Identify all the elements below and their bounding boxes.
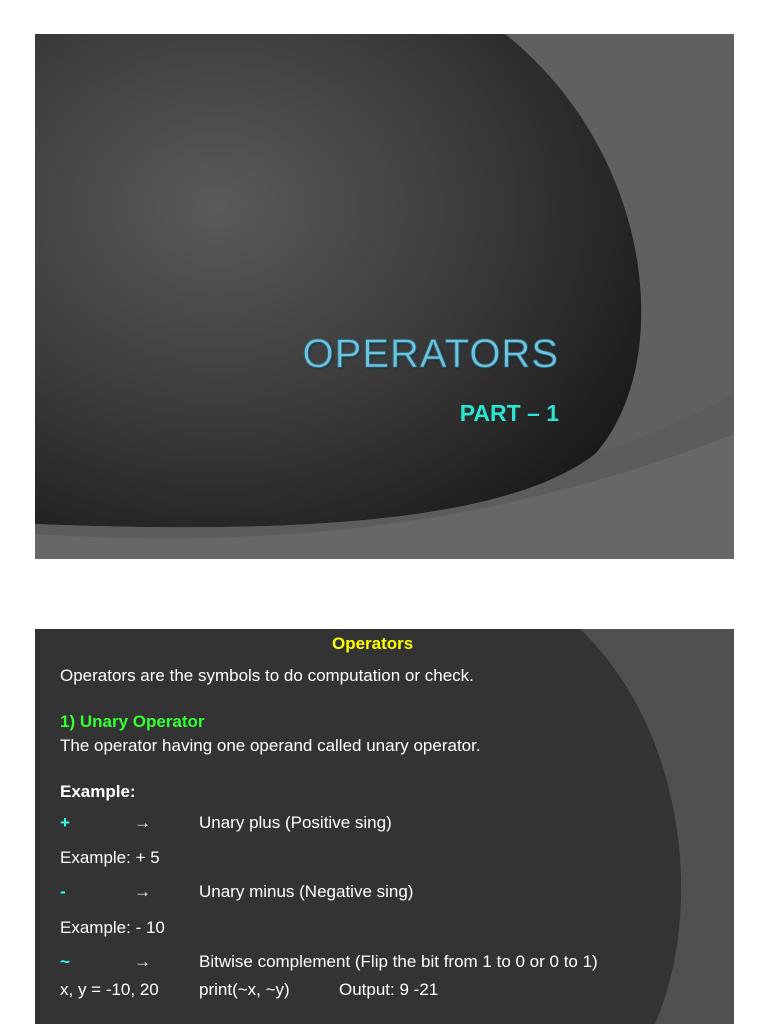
slide-heading: Operators: [332, 634, 414, 653]
section-title: 1) Unary Operator: [60, 712, 205, 731]
section-description: The operator having one operand called unary operator.: [60, 736, 481, 755]
operator-description: Unary plus (Positive sing): [199, 813, 392, 832]
operator-description: Bitwise complement (Flip the bit from 1 to 0 or 0 to 1): [199, 952, 598, 971]
operator-description: Unary minus (Negative sing): [199, 882, 414, 901]
slide-title: OPERATORS: [302, 332, 559, 376]
code-output: Output: 9 -21: [339, 980, 439, 999]
arrow-icon: →: [134, 882, 151, 901]
code-assignment: x, y = -10, 20: [60, 980, 159, 999]
code-print: print(~x, ~y): [199, 980, 290, 999]
slide-background: [35, 34, 734, 559]
operator-symbol: -: [60, 882, 66, 901]
operator-symbol: +: [60, 813, 70, 832]
operator-symbol: ~: [60, 952, 70, 971]
operator-example: Example: - 10: [60, 918, 165, 937]
arrow-icon: →: [134, 952, 151, 971]
operator-example: Example: + 5: [60, 848, 160, 867]
example-label: Example:: [60, 782, 136, 801]
intro-text: Operators are the symbols to do computation or check.: [60, 666, 474, 685]
slide-subtitle: PART – 1: [459, 400, 559, 426]
title-slide: [35, 34, 734, 559]
content-slide: [35, 629, 734, 1024]
arrow-icon: →: [134, 813, 151, 832]
